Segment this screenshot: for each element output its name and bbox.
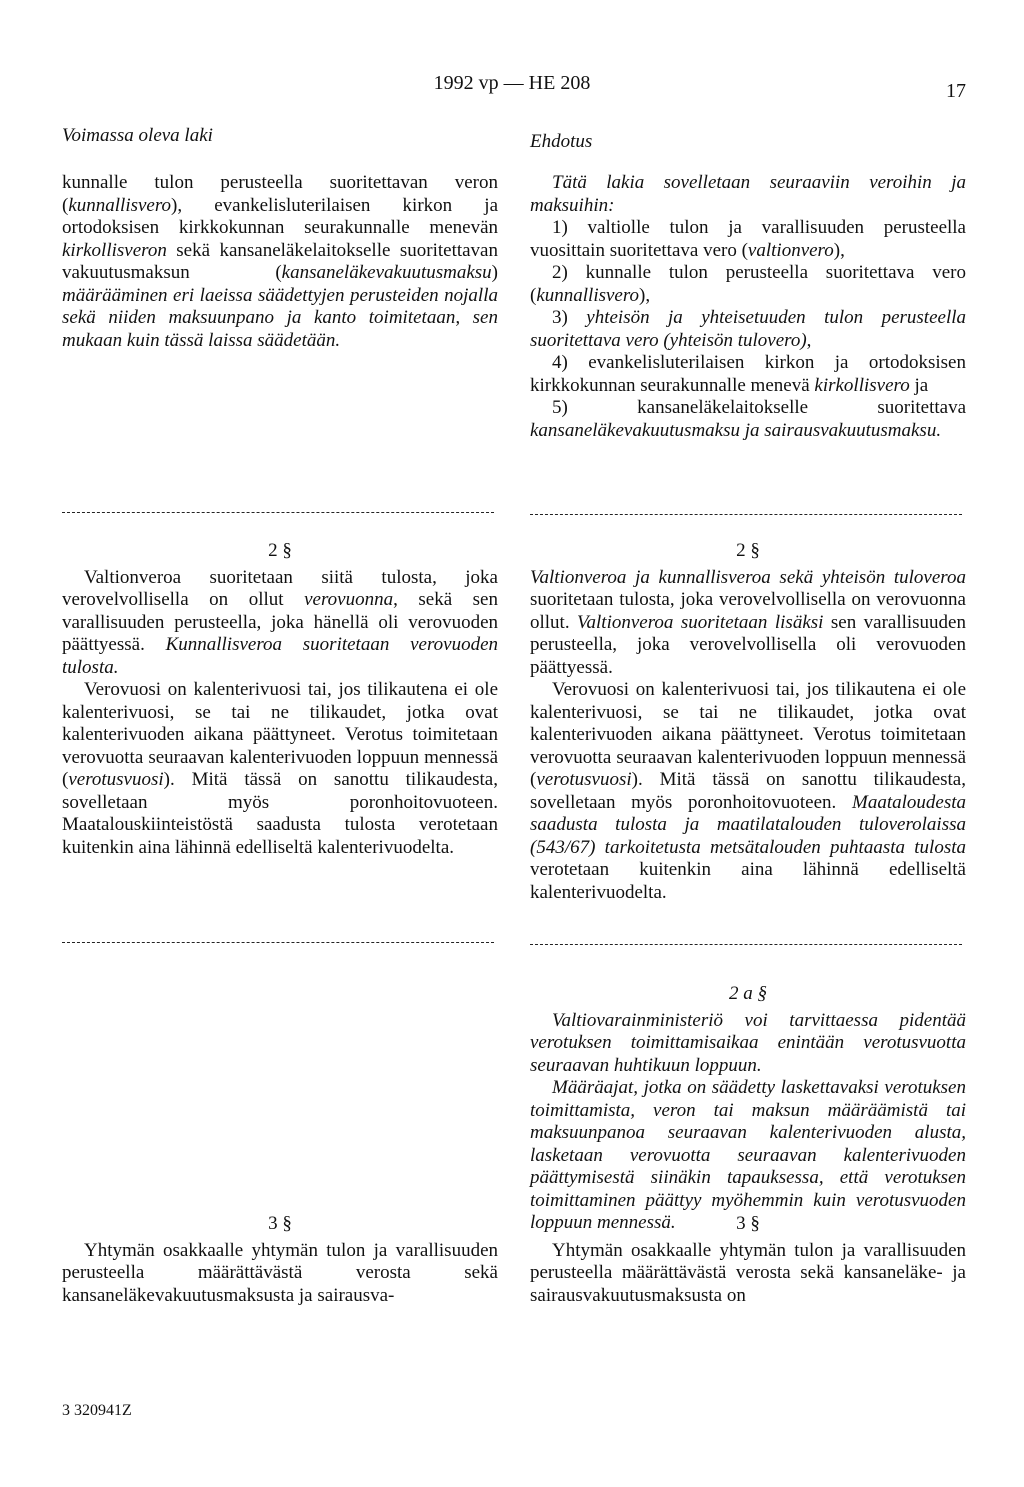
section-divider [530, 514, 962, 515]
paragraph-text: Verovuosi on kalenterivuosi tai, jos tilikautena ei ole kalenterivuosi, se tai ne tilikaudet, jotka ovat kalenterivuoden aikana päättyneet. Verotus toimitetaan verovuotta seuraavan kalenterivuoden loppuun mennessä (verotusvuosi). Mitä tässä on sanottu tilikaudesta, sovelletaan myös poronhoitovuoteen. Maatalouskiinteistöstä saadusta tulosta verotetaan kuitenkin aina lähinnä edelliseltä kalenterivuodelta. [62, 679, 498, 858]
tax-list [530, 217, 966, 442]
paragraph-text: Valtionveroa ja kunnallisveroa sekä yhteisön tuloveroa suoritetaan tulosta, joka verovelvollisella on verovuonna ollut. Valtionveroa suoritetaan lisäksi sen varallisuuden perusteella, joka verovelvollisella oli verovuoden päättyessä. [530, 566, 966, 678]
section-divider [530, 944, 962, 945]
paragraph-text: kunnalle tulon perusteella suoritettavan veron (kunnallisvero), evankelisluterilaisen kirkon ja ortodoksisen kirkkokunnan seurakunnalle menevän kirkollisveron sekä kansaneläkelaitokselle suoritettavan vakuutusmaksun (kansaneläkevakuutusmaksu) määrääminen eri laeissa säädettyjen perusteiden nojalla sekä niiden maksuunpano ja kanto toimitetaan, sen mukaan kuin tässä laissa säädetään. [62, 172, 498, 351]
right-section-3 [530, 1213, 966, 1307]
paragraph-text: Valtiovarainministeriö voi tarvittaessa pidentää verotuksen toimittamisaikaa enintään verotusvuotta seuraavan huhtikuun loppuun. [530, 1009, 966, 1076]
section-title: 2 a § [729, 983, 767, 1004]
list-item: 3) yhteisön ja yhteisetuuden tulon perusteella suoritettava vero (yhteisön tulovero), [530, 307, 967, 351]
running-header: 1992 vp — HE 208 [433, 72, 591, 94]
list-item: 5) kansaneläkelaitokselle suoritettava kansaneläkevakuutusmaksu ja sairausvakuutusmaksu. [530, 397, 966, 441]
list-item: 4) evankelisluterilaisen kirkon ja ortodoksisen kirkkokunnan seurakunnalle menevä kirkollisvero ja [530, 352, 966, 396]
left-intro-paragraph [62, 172, 498, 352]
paragraph-text: Yhtymän osakkaalle yhtymän tulon ja varallisuuden perusteella määrättävästä verosta sekä kansaneläkevakuutusmaksusta ja sairausva- [62, 1239, 498, 1306]
paragraph-text: Valtionveroa suoritetaan siitä tulosta, joka verovelvollisella on ollut verovuonna, sekä sen varallisuuden perusteella, joka hänellä oli verovuoden päättyessä. Kunnallisveroa suoritetaan verovuoden tulosta. [62, 566, 499, 678]
right-section-2a [530, 983, 966, 1235]
list-item: 2) kunnalle tulon perusteella suoritettava vero (kunnallisvero), [530, 262, 966, 306]
page-number: 17 [946, 80, 966, 102]
paragraph-text: Määräajat, jotka on säädetty laskettavaksi verotuksen toimittamista, veron tai maksun määräämistä tai maksuunpanoa seuraavan kalenterivuoden alusta, lasketaan verovuotta seuraavan kalenterivuoden päättymisestä siinäkin tapauksessa, että verotuksen toimittaminen päättyy myöhemmin kuin verotusvuoden loppuun mennessä. [530, 1077, 966, 1233]
right-section-2 [530, 540, 966, 904]
section-divider [62, 512, 494, 513]
paragraph-text: Verovuosi on kalenterivuosi tai, jos tilikautena ei ole kalenterivuosi, se tai ne tilikaudet, jotka ovat kalenterivuoden aikana päättyneet. Verotus toimitetaan verovuotta seuraavan kalenterivuoden loppuun mennessä (verotusvuosi). Mitä tässä on sanottu tilikaudesta, sovelletaan myös poronhoitovuoteen. Maataloudesta saadusta tulosta ja maatilatalouden tuloverolaissa (543/67) tarkoitetusta metsätalouden puhtaasta tulosta verotetaan kuitenkin aina lähinnä edelliseltä kalenterivuodelta. [530, 679, 966, 903]
section-title: 3 § [736, 1213, 760, 1234]
right-column-heading: Ehdotus [530, 131, 593, 152]
list-item: 1) valtiolle tulon ja varallisuuden perusteella vuosittain suoritettava vero (valtionvero), [530, 217, 966, 261]
left-section-3 [62, 1213, 498, 1307]
left-column-heading: Voimassa oleva laki [62, 125, 213, 146]
section-title: 2 § [736, 540, 760, 561]
section-divider [62, 942, 494, 943]
paragraph-text: Yhtymän osakkaalle yhtymän tulon ja varallisuuden perusteella määrättävästä verosta sekä kansaneläke- ja sairausvakuutusmaksusta on [530, 1239, 966, 1306]
section-title: 2 § [268, 540, 292, 561]
paragraph-text: Tätä lakia sovelletaan seuraaviin veroihin ja maksuihin: [530, 172, 966, 216]
print-code: 3 320941Z [62, 1402, 132, 1419]
left-section-2 [62, 540, 498, 859]
section-title: 3 § [268, 1213, 292, 1234]
right-intro [530, 172, 966, 442]
